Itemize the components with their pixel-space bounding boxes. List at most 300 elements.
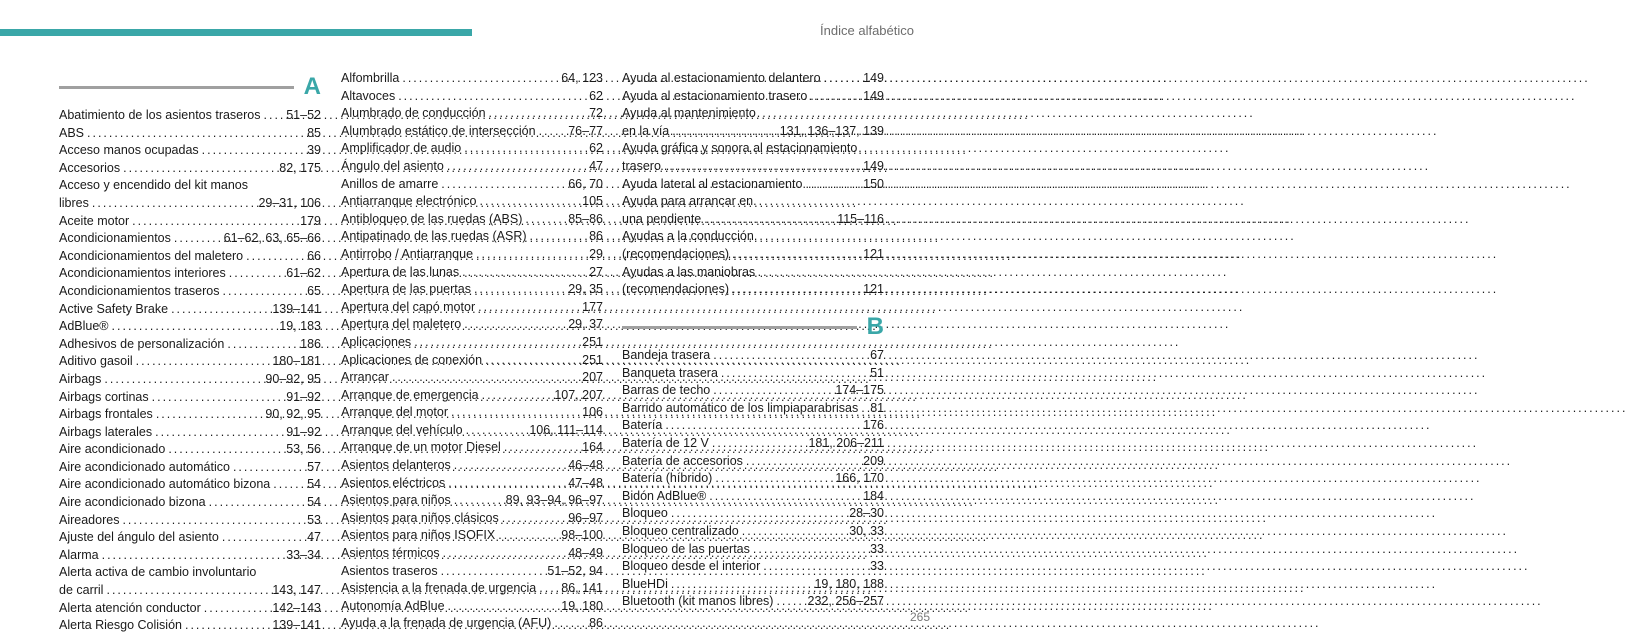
index-entry-term: Apertura del maletero [341, 317, 462, 332]
index-entry-pages[interactable]: 139–141 [272, 301, 321, 316]
dot-leader [462, 264, 586, 282]
index-entry-row [622, 281, 884, 299]
index-entry-term: Ayuda a la frenada de urgencia (AFU) [341, 616, 552, 631]
index-entry[interactable] [622, 176, 884, 194]
index-entry-row [622, 158, 884, 176]
index-entry-pages[interactable]: 64, 123 [561, 71, 603, 85]
dot-leader [454, 492, 503, 510]
index-entry-term: Acondicionamientos interiores [59, 266, 226, 281]
dot-leader [102, 547, 284, 565]
index-entry-pages[interactable]: 51–52, 94 [547, 563, 603, 578]
index-entry-text-line: Ayudas a las maniobras [622, 264, 756, 279]
index-entry[interactable] [59, 512, 321, 530]
index-entry[interactable] [341, 510, 603, 528]
index-entry[interactable] [59, 301, 321, 319]
index-entry-pages[interactable]: 186 [300, 336, 321, 351]
dot-leader [204, 600, 270, 618]
index-entry-pages[interactable]: 46–48 [568, 458, 603, 473]
index-entry[interactable] [341, 176, 603, 194]
index-entry-row [341, 70, 603, 88]
index-entry-row [59, 248, 321, 266]
index-entry[interactable] [341, 264, 603, 282]
index-entry[interactable] [341, 352, 603, 370]
index-entry[interactable] [341, 70, 603, 88]
index-entry-pages[interactable]: 251 [582, 334, 603, 349]
index-entry[interactable] [341, 404, 603, 422]
index-entry[interactable] [59, 336, 321, 354]
index-entry-pages[interactable]: 62 [589, 88, 603, 103]
page-number: 265 [909, 610, 930, 624]
dot-leader [402, 70, 558, 88]
index-entry-term: Autonomía AdBlue [341, 598, 445, 613]
index-entry-pages[interactable]: 51 [870, 365, 884, 380]
index-entry[interactable] [59, 177, 321, 212]
index-entry[interactable] [59, 547, 321, 565]
index-entry[interactable] [341, 563, 603, 581]
index-entry-pages[interactable]: 121 [863, 282, 884, 297]
index-entry[interactable] [341, 457, 603, 475]
dot-leader [671, 505, 846, 523]
index-entry-term: Arranque de un motor Diesel [341, 440, 501, 455]
index-entry-pages[interactable]: 67 [870, 348, 884, 362]
index-entry-row [59, 371, 321, 389]
dot-leader [106, 582, 269, 600]
index-entry-pages[interactable]: 76–77 [568, 123, 603, 138]
index-entry-pages[interactable]: 85 [307, 125, 321, 140]
index-entry-term: Ayuda al estacionamiento delantero [622, 71, 821, 85]
index-entry-pages[interactable]: 29–31, 106 [258, 195, 321, 210]
dot-leader [398, 88, 586, 106]
index-entry-row [341, 228, 603, 246]
index-entry-pages[interactable]: 181, 206–211 [808, 435, 884, 450]
index-entry-pages[interactable]: 166, 170 [835, 471, 884, 486]
index-entry-pages[interactable]: 82, 175 [279, 160, 321, 175]
index-entry-pages[interactable]: 66, 70 [568, 176, 603, 191]
dot-leader [156, 406, 263, 424]
index-entry[interactable] [341, 281, 603, 299]
dot-leader [715, 470, 832, 488]
index-entry-pages[interactable]: 62 [589, 141, 603, 156]
index-entry-term: Airbags cortinas [59, 389, 149, 404]
index-entry[interactable] [59, 213, 321, 231]
index-entry-pages[interactable]: 54 [307, 477, 321, 492]
index-entry[interactable] [59, 142, 321, 160]
index-entry-pages[interactable]: 91–92 [286, 389, 321, 404]
dot-leader [671, 576, 812, 594]
index-entry-term: Asientos delanteros [341, 458, 451, 473]
dot-leader [87, 125, 304, 143]
index-entry-pages[interactable]: 86 [589, 616, 603, 631]
index-entry[interactable] [341, 88, 603, 106]
index-entry[interactable] [622, 347, 884, 365]
index-entry-row [59, 301, 321, 319]
index-entry-row [59, 230, 321, 248]
index-entry-row [622, 453, 884, 471]
dot-leader [502, 510, 566, 528]
index-entry-term: Asientos eléctricos [341, 475, 446, 490]
index-entry[interactable] [341, 492, 603, 510]
index-entry-term: Barrido automático de los limpiaparabrisas [622, 400, 859, 415]
index-entry-pages[interactable]: 66 [307, 248, 321, 263]
index-entry[interactable] [622, 558, 884, 576]
index-entry[interactable] [341, 193, 603, 211]
index-entry[interactable] [341, 580, 603, 598]
index-entry-pages[interactable]: 232, 256–257 [807, 594, 884, 609]
index-entry-row [622, 417, 884, 435]
dot-leader [132, 213, 297, 231]
dot-leader [539, 123, 566, 141]
dot-leader [174, 230, 221, 248]
index-entry[interactable] [341, 475, 603, 493]
index-entry[interactable] [59, 389, 321, 407]
dot-leader [451, 404, 579, 422]
index-entry-pages[interactable]: 164 [582, 440, 603, 455]
index-entry-pages[interactable]: 89, 93–94, 96–97 [505, 493, 603, 508]
index-entry-row [59, 125, 321, 143]
index-entry-pages[interactable]: 149 [863, 88, 884, 103]
index-entry-pages[interactable]: 149 [863, 158, 884, 173]
index-entry-pages[interactable]: 106 [582, 405, 603, 420]
dot-leader [539, 580, 558, 598]
index-entry[interactable] [622, 435, 884, 453]
dot-leader [168, 441, 283, 459]
index-entry-row [622, 347, 884, 365]
index-entry-pages[interactable]: 28–30 [849, 506, 884, 521]
index-entry-term: (recomendaciones) [622, 246, 729, 261]
index-entry[interactable] [341, 228, 603, 246]
index-entry-pages[interactable]: 33–34 [286, 547, 321, 562]
index-entry-pages[interactable]: 51–52 [286, 108, 321, 122]
index-entry[interactable] [341, 422, 603, 440]
index-entry-pages[interactable]: 81 [870, 400, 885, 415]
index-list [622, 70, 884, 299]
index-entry[interactable] [341, 316, 603, 334]
index-entry[interactable] [59, 283, 321, 301]
index-entry-term: en la vía [622, 123, 670, 138]
index-entry-pages[interactable]: 209 [863, 453, 884, 468]
index-entry-term: trasero [622, 158, 661, 173]
index-entry[interactable] [341, 387, 603, 405]
index-entry-pages[interactable]: 150 [863, 176, 884, 191]
index-entry[interactable] [622, 88, 884, 106]
index-entry-pages[interactable]: 121 [863, 246, 884, 261]
index-entry-pages[interactable]: 30, 33 [849, 523, 884, 538]
index-entry-row [59, 512, 321, 530]
index-entry-term: Asientos traseros [341, 563, 438, 578]
dot-leader [805, 176, 860, 194]
index-entry-pages[interactable]: 90–92, 95 [265, 371, 321, 386]
index-entry-pages[interactable]: 184 [863, 488, 884, 503]
index-entry-pages[interactable]: 65 [307, 283, 321, 298]
index-entry[interactable] [341, 140, 603, 158]
index-entry-term: Batería de accesorios [622, 453, 743, 468]
index-entry-pages[interactable]: 47 [589, 158, 603, 173]
index-entry[interactable] [341, 369, 603, 387]
index-entry[interactable] [59, 230, 321, 248]
index-entry-term: Asistencia a la frenada de urgencia [341, 581, 537, 596]
index-entry-row [622, 211, 884, 229]
index-entry-pages[interactable]: 72 [589, 106, 603, 121]
index-entry-pages[interactable]: 39 [307, 143, 321, 158]
index-entry[interactable] [59, 476, 321, 494]
index-entry-term: Arranque del vehículo [341, 422, 463, 437]
index-entry-row [59, 283, 321, 301]
dot-leader [665, 417, 860, 435]
index-entry-row [341, 422, 603, 440]
dot-leader [185, 617, 269, 635]
index-entry-row [622, 70, 884, 88]
index-entry-term: Bloqueo desde el interior [622, 559, 761, 574]
index-entry-term: Arranque del motor [341, 405, 449, 420]
index-entry-term: Bandeja trasera [622, 348, 711, 362]
dot-leader [474, 281, 565, 299]
index-entry-row [341, 387, 603, 405]
dot-leader [712, 435, 806, 453]
index-entry-term: Aire acondicionado automático bizona [59, 477, 271, 492]
index-entry-term: Acondicionamientos del maletero [59, 248, 244, 263]
index-entry[interactable] [59, 107, 321, 125]
index-entry-row [622, 488, 884, 506]
index-entry-pages[interactable]: 53, 56 [286, 442, 321, 457]
index-entry[interactable] [341, 299, 603, 317]
index-entry[interactable] [622, 400, 884, 418]
index-entry[interactable] [622, 264, 884, 299]
index-entry[interactable] [622, 593, 884, 611]
index-entry[interactable] [59, 406, 321, 424]
dot-leader [746, 453, 860, 471]
dot-leader [454, 457, 565, 475]
index-entry[interactable] [341, 439, 603, 457]
index-entry[interactable] [341, 105, 603, 123]
index-entry-row [59, 318, 321, 336]
index-entry-row [59, 406, 321, 424]
index-entry-pages[interactable]: 47–48 [568, 475, 603, 490]
index-entry-pages[interactable]: 29 [589, 246, 603, 261]
index-entry-row [341, 158, 603, 176]
index-entry[interactable] [622, 365, 884, 383]
index-entry[interactable] [622, 541, 884, 559]
index-entry[interactable] [59, 424, 321, 442]
section-letter-a: A [303, 73, 321, 100]
index-entry[interactable] [59, 318, 321, 336]
index-entry-pages[interactable]: 149 [863, 71, 884, 85]
index-entry-pages[interactable]: 48–49 [568, 546, 603, 561]
index-entry-pages[interactable]: 19, 180 [561, 598, 603, 613]
index-entry-term: Aplicaciones [341, 334, 412, 349]
dot-leader [504, 439, 579, 457]
index-entry[interactable] [59, 125, 321, 143]
index-entry[interactable] [622, 105, 884, 140]
index-entry-pages[interactable]: 174–175 [835, 383, 884, 398]
index-entry-pages[interactable]: 57 [307, 459, 321, 474]
index-entry-term: Apertura de las puertas [341, 282, 471, 297]
dot-leader [202, 142, 304, 160]
index-entry-pages[interactable]: 115–116 [837, 211, 884, 226]
dot-leader [478, 299, 579, 317]
index-entry-pages[interactable]: 29, 37 [568, 317, 603, 332]
index-entry[interactable] [59, 617, 321, 635]
dot-leader [104, 371, 262, 389]
index-entry-pages[interactable]: 90, 92, 95 [265, 407, 321, 422]
index-entry-pages[interactable]: 207 [582, 370, 603, 385]
index-entry-pages[interactable]: 179 [300, 213, 321, 228]
index-entry-pages[interactable]: 86 [589, 229, 603, 244]
index-entry[interactable] [59, 265, 321, 283]
index-entry-term: Alerta atención conductor [59, 600, 201, 615]
dot-leader [209, 494, 304, 512]
index-entry[interactable] [341, 598, 603, 616]
dot-leader [448, 475, 565, 493]
index-entry[interactable] [59, 494, 321, 512]
index-entry-term: Apertura del capó motor [341, 299, 476, 314]
index-entry[interactable] [622, 576, 884, 594]
dot-leader [489, 105, 587, 123]
dot-leader [776, 593, 804, 611]
index-entry-pages[interactable]: 142–143 [272, 600, 321, 615]
index-entry-term: Ayuda al estacionamiento trasero [622, 88, 808, 103]
index-entry-term: Bloqueo centralizado [622, 523, 739, 538]
index-entry-pages[interactable]: 106, 111–114 [529, 422, 603, 437]
index-entry-pages[interactable]: 33 [870, 559, 884, 574]
index-entry-row [341, 457, 603, 475]
index-entry-pages[interactable]: 143, 147 [272, 583, 321, 598]
index-entry-row [59, 459, 321, 477]
dot-leader [152, 389, 284, 407]
index-entry-term: Asientos térmicos [341, 546, 440, 561]
index-entry-pages[interactable]: 19, 183 [279, 319, 321, 334]
index-entry[interactable] [622, 505, 884, 523]
index-entry[interactable] [622, 417, 884, 435]
index-entry-row [341, 580, 603, 598]
index-entry-pages[interactable]: 139–141 [272, 618, 321, 633]
index-entry[interactable] [341, 123, 603, 141]
index-entry[interactable] [341, 334, 603, 352]
index-entry-term: Aplicaciones de conexión [341, 352, 483, 367]
dot-leader [485, 352, 579, 370]
index-entry[interactable] [341, 527, 603, 545]
index-entry[interactable] [59, 160, 321, 178]
header-accent-bar [0, 29, 472, 36]
index-entry-pages[interactable]: 91–92 [286, 424, 321, 439]
index-entry[interactable] [59, 600, 321, 618]
index-entry-row [341, 545, 603, 563]
index-column-1 [59, 70, 321, 635]
index-entry[interactable] [622, 382, 884, 400]
index-entry-pages[interactable]: 251 [582, 352, 603, 367]
index-entry[interactable] [341, 246, 603, 264]
index-entry-text-line: Ayuda al mantenimiento [622, 106, 756, 121]
index-entry[interactable] [622, 140, 884, 175]
index-entry-pages[interactable]: 53 [307, 512, 321, 527]
index-column-3 [622, 70, 884, 299]
index-entry-pages[interactable]: 176 [863, 418, 884, 433]
dot-leader [704, 211, 834, 229]
index-entry-row [59, 476, 321, 494]
index-entry[interactable] [59, 371, 321, 389]
index-entry-row [622, 470, 884, 488]
index-entry-pages[interactable]: 33 [870, 541, 884, 556]
index-entry-pages[interactable]: 105 [582, 194, 603, 209]
index-entry-pages[interactable]: 27 [589, 264, 603, 279]
index-entry-row [341, 176, 603, 194]
index-entry-row [59, 353, 321, 371]
index-entry-term: Antirrobo / Antiarranque [341, 246, 474, 261]
index-entry-pages[interactable]: 85–86 [568, 211, 603, 226]
dot-leader [824, 70, 861, 88]
section-letter-b: B [866, 313, 884, 340]
index-entry-term: Arrancar [341, 370, 389, 385]
index-entry-pages[interactable]: 54 [307, 495, 321, 510]
index-entry-row [341, 316, 603, 334]
index-entry-pages[interactable]: 47 [307, 530, 321, 545]
index-entry-pages[interactable]: 29, 35 [568, 282, 603, 297]
index-entry-row [622, 593, 884, 611]
dot-leader [222, 529, 304, 547]
index-entry[interactable] [59, 353, 321, 371]
index-entry-pages[interactable]: 180–181 [272, 354, 321, 369]
index-list [59, 107, 321, 635]
index-entry[interactable] [59, 248, 321, 266]
index-entry[interactable] [622, 228, 884, 263]
dot-leader [273, 476, 304, 494]
index-entry[interactable] [622, 488, 884, 506]
index-entry[interactable] [622, 523, 884, 541]
dot-leader [441, 563, 545, 581]
index-entry-term: Aceite motor [59, 213, 130, 228]
index-entry-pages[interactable]: 98–100 [561, 528, 603, 543]
index-entry-row [59, 107, 321, 125]
index-entry-pages[interactable]: 61–62, 63, 65–66 [223, 231, 321, 246]
index-entry-term: Aditivo gasoil [59, 354, 133, 369]
index-entry[interactable] [59, 529, 321, 547]
index-entry-row [341, 193, 603, 211]
index-entry-term: Asientos para niños clásicos [341, 510, 499, 525]
index-entry[interactable] [59, 459, 321, 477]
index-entry-row [341, 563, 603, 581]
dot-leader [443, 545, 566, 563]
index-entry-term: Bidón AdBlue® [622, 488, 707, 503]
index-entry[interactable] [341, 615, 603, 633]
index-entry-pages[interactable]: 61–62 [286, 266, 321, 281]
index-entry-term: Ajuste del ángulo del asiento [59, 530, 219, 545]
index-entry-row [341, 105, 603, 123]
index-entry-pages[interactable]: 86, 141 [561, 581, 603, 596]
index-entry-pages[interactable]: 96–97 [568, 510, 603, 525]
index-entry-term: Asientos para niños ISOFIX [341, 528, 496, 543]
index-entry-row [341, 510, 603, 528]
index-entry[interactable] [59, 441, 321, 459]
dot-leader [441, 176, 565, 194]
index-entry-term: Acondicionamientos [59, 231, 171, 246]
index-entry[interactable] [622, 470, 884, 488]
index-entry-row [622, 435, 884, 453]
dot-leader [554, 615, 586, 633]
index-entry-pages[interactable]: 131, 136–137, 139 [779, 123, 884, 138]
index-entry-pages[interactable]: 107, 207 [554, 387, 603, 402]
index-entry[interactable] [622, 453, 884, 471]
index-entry-row [622, 400, 884, 418]
index-entry[interactable] [622, 193, 884, 228]
index-entry-term: Banqueta trasera [622, 365, 718, 380]
index-entry[interactable] [341, 158, 603, 176]
index-entry[interactable] [341, 211, 603, 229]
index-entry[interactable] [341, 545, 603, 563]
index-entry-pages[interactable]: 19, 180, 188 [814, 576, 884, 591]
index-entry[interactable] [622, 70, 884, 88]
page-header-title: Índice alfabético [820, 23, 914, 38]
index-entry[interactable] [59, 564, 321, 599]
index-entry-pages[interactable]: 177 [582, 299, 603, 314]
